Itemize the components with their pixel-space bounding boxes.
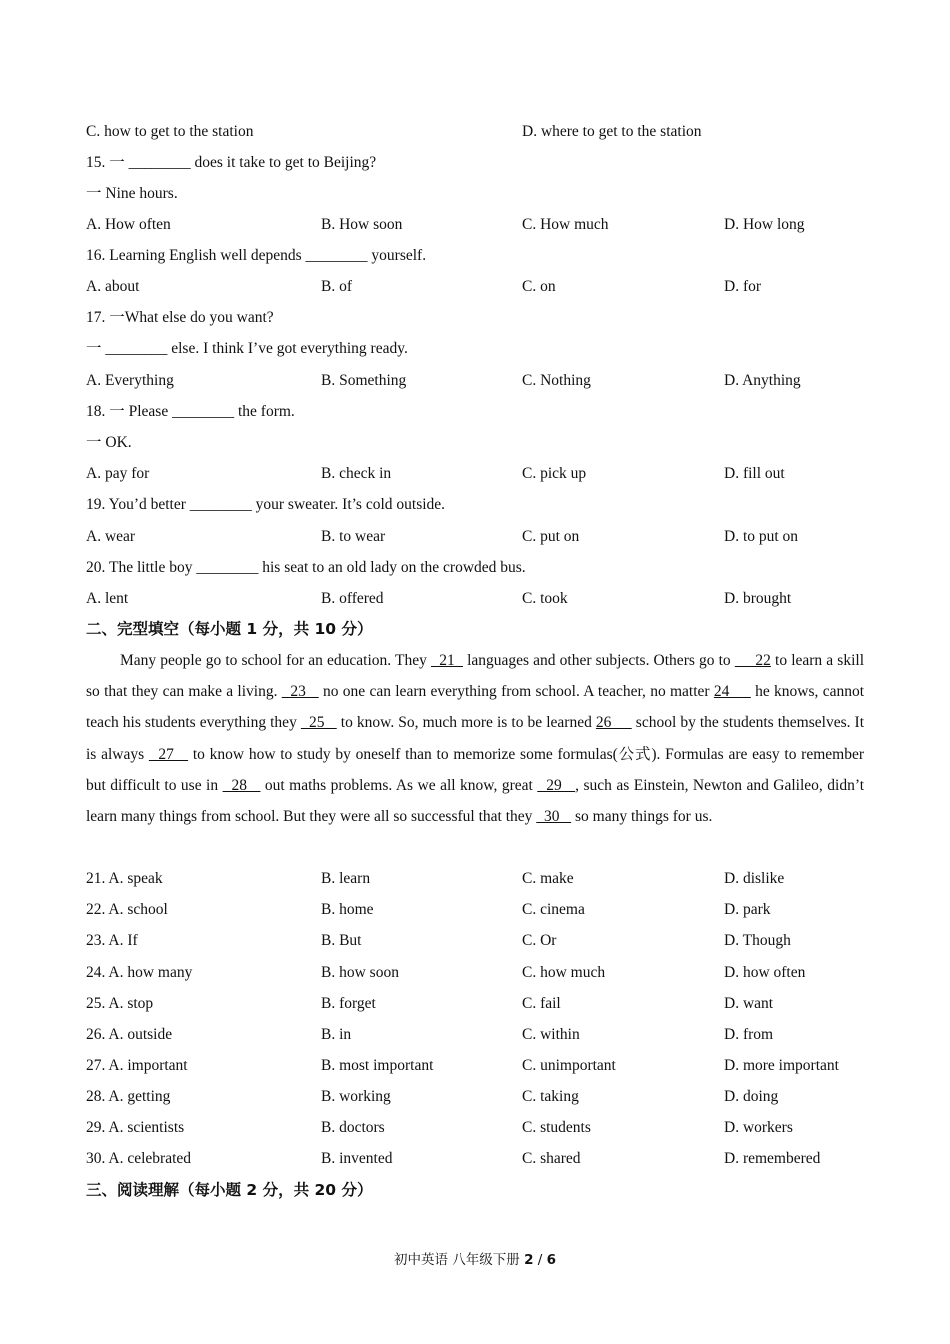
q27-option-b: B. most important [321,1057,434,1074]
q16-option-b: B. of [321,278,352,295]
q24-option-a: 24. A. how many [86,964,193,981]
q17-option-a: A. Everything [86,372,174,389]
q20-option-d: D. brought [724,590,792,607]
passage-text: to know. So, much more is to be learned [336,714,596,732]
q22-option-d: D. park [724,901,771,918]
q29-option-b: B. doctors [321,1119,385,1136]
q18-answer-line: 一 OK. [86,434,132,451]
q25-option-c: C. fail [522,995,561,1012]
q14-option-d: D. where to get to the station [522,123,702,140]
q17-answer-line: 一 ________ else. I think I’ve got everything ready. [86,340,408,357]
blank-21: 21 [430,652,463,669]
passage-text: , such as Einstein, Newton and Galileo, didn’t learn many things from school. But they were all so successful that they [86,776,865,826]
q16-option-a: A. about [86,278,140,295]
footer-total-pages: 6 [546,1252,557,1268]
q22-option-c: C. cinema [522,901,585,918]
q29-option-c: C. students [522,1119,591,1136]
q17-option-d: D. Anything [724,372,801,389]
blank-29: 29 [537,776,576,794]
q16-option-d: D. for [724,278,762,295]
q26-option-d: D. from [724,1026,774,1043]
footer-page-number: 2 [524,1252,534,1268]
q30-option-c: C. shared [522,1150,581,1167]
q23-option-d: D. Though [724,932,791,949]
q20-option-c: C. took [522,590,568,607]
page-footer [0,1248,950,1268]
passage-text: Many people go to school for an education. They [120,652,431,669]
q15-answer-line: 一 Nine hours. [86,185,178,202]
footer-separator: / [533,1252,547,1268]
q18-stem: 18. 一 Please ________ the form. [86,403,295,420]
blank-25: 25 [300,714,337,732]
passage-text: so many things for us. [571,808,713,826]
q20-option-b: B. offered [321,590,384,607]
q30-option-a: 30. A. celebrated [86,1150,192,1167]
q16-option-c: C. on [522,278,556,295]
q23-option-a: 23. A. If [86,932,138,949]
q15-option-d: D. How long [724,216,805,233]
blank-23: 23 [281,683,319,701]
q27-option-d: D. more important [724,1057,839,1074]
q21-option-c: C. make [522,870,574,887]
q17-stem: 17. 一What else do you want? [86,309,274,326]
q21-option-b: B. learn [321,870,371,887]
q23-option-c: C. Or [522,932,557,949]
q21-option-d: D. dislike [724,870,785,887]
q25-option-d: D. want [724,995,774,1012]
q15-option-a: A. How often [86,216,171,233]
q21-option-a: 21. A. speak [86,870,163,887]
q25-option-b: B. forget [321,995,376,1012]
q28-option-b: B. working [321,1088,391,1105]
q19-option-b: B. to wear [321,528,386,545]
q28-option-c: C. taking [522,1088,579,1105]
q28-option-a: 28. A. getting [86,1088,171,1105]
section2-heading: 二、完型填空（每小题 1 分，共 10 分） [86,620,373,638]
passage-text: languages and other subjects. Others go to [462,652,735,669]
section3-heading: 三、阅读理解（每小题 2 分，共 20 分） [86,1181,373,1199]
q18-option-a: A. pay for [86,465,150,482]
q24-option-c: C. how much [522,964,606,981]
q24-option-b: B. how soon [321,964,399,981]
q29-option-d: D. workers [724,1119,793,1136]
q15-option-b: B. How soon [321,216,403,233]
q17-option-b: B. Something [321,372,407,389]
blank-30: 30 [536,808,572,826]
blank-28: 28 [222,776,261,794]
q20-stem: 20. The little boy ________ his seat to an old lady on the crowded bus. [86,559,526,576]
blank-27: 27 [148,745,189,763]
q26-option-c: C. within [522,1026,580,1043]
q22-option-b: B. home [321,901,374,918]
q25-option-a: 25. A. stop [86,995,154,1012]
passage-text: out maths problems. As we all know, great [260,776,538,794]
passage-text: school by the students themselves. It is always [86,714,865,763]
q19-option-a: A. wear [86,528,136,545]
q19-option-d: D. to put on [724,528,799,545]
q16-stem: 16. Learning English well depends ________ yourself. [86,247,427,264]
q19-stem: 19. You’d better ________ your sweater. It’s cold outside. [86,496,446,513]
q24-option-d: D. how often [724,964,806,981]
q22-option-a: 22. A. school [86,901,168,918]
passage-text: to learn a skill so that they can make a living. [86,652,864,701]
q18-option-b: B. check in [321,465,392,482]
q19-option-c: C. put on [522,528,580,545]
q29-option-a: 29. A. scientists [86,1119,185,1136]
q26-option-a: 26. A. outside [86,1026,173,1043]
q30-option-d: D. remembered [724,1150,821,1167]
blank-24: 24 [713,683,751,701]
q15-option-c: C. How much [522,216,609,233]
q14-option-c: C. how to get to the station [86,123,254,140]
passage-text: to know how to study by oneself than to memorize some formulas(公式). Formulas are easy to remember but difficult to use in [86,745,865,794]
q30-option-b: B. invented [321,1150,393,1167]
q20-option-a: A. lent [86,590,129,607]
blank-22: 22 [734,652,771,669]
q26-option-b: B. in [321,1026,352,1043]
q23-option-b: B. But [321,932,362,949]
q15-stem: 15. 一 ________ does it take to get to Beijing? [86,154,377,171]
passage-text: no one can learn everything from school. A teacher, no matter [318,683,714,701]
q18-option-d: D. fill out [724,465,785,482]
q27-option-c: C. unimportant [522,1057,616,1074]
blank-26: 26 [595,714,632,732]
q28-option-d: D. doing [724,1088,779,1105]
passage-text: he knows, cannot teach his students everything they [86,683,865,732]
q17-option-c: C. Nothing [522,372,591,389]
footer-course: 初中英语 八年级下册 [393,1252,525,1268]
q27-option-a: 27. A. important [86,1057,188,1074]
cloze-passage [86,645,864,832]
q18-option-c: C. pick up [522,465,587,482]
